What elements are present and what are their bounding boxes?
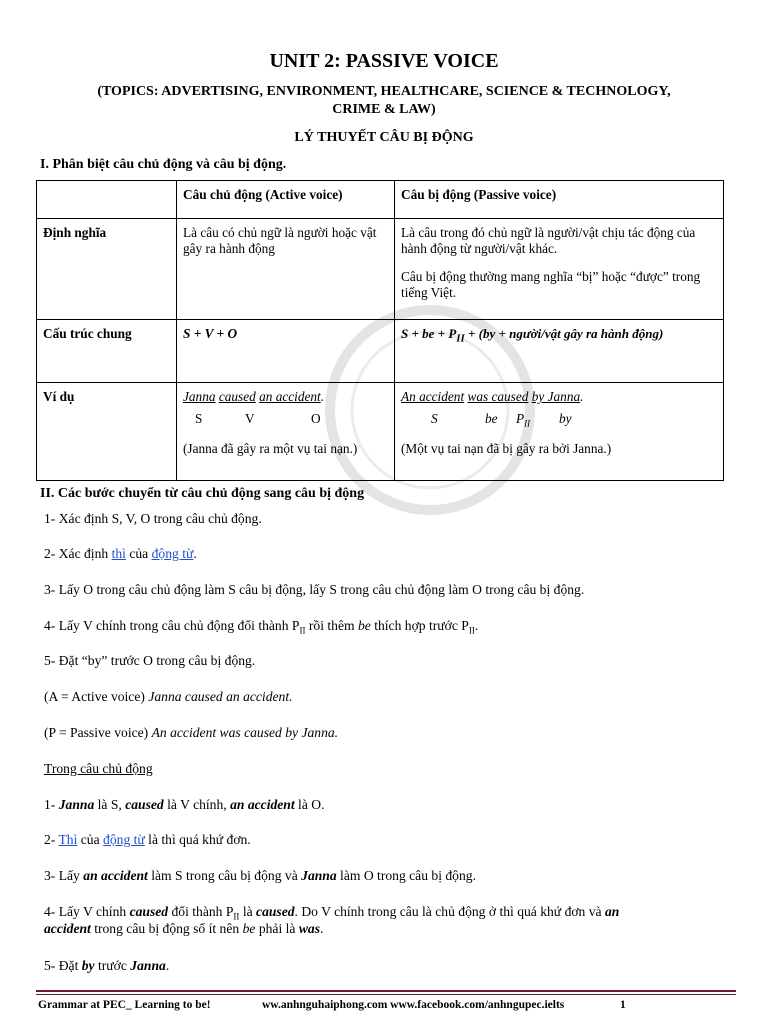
analysis-4-caused: caused xyxy=(129,904,169,919)
analysis-4-d: . Do V chính trong câu là chủ động ở thì quá khứ đơn và xyxy=(294,904,605,919)
analysis-3-janna: Janna xyxy=(301,868,337,883)
analysis-5 xyxy=(44,958,169,974)
analysis-3-c: làm O trong câu bị động. xyxy=(336,868,476,883)
example-passive-sentence xyxy=(401,389,717,405)
example-a-prefix: (A = Active voice) xyxy=(44,689,149,704)
page-title: UNIT 2: PASSIVE VOICE xyxy=(269,50,499,72)
example-passive-subject: An accident xyxy=(401,389,465,404)
analysis-4-was: was xyxy=(298,921,321,936)
footer-rule-thin xyxy=(36,994,736,995)
step-4 xyxy=(44,618,478,636)
step-4-be: be xyxy=(357,618,371,633)
analysis-2 xyxy=(44,832,251,848)
analysis-5-janna: Janna xyxy=(130,958,166,973)
structure-passive-b: + (by + người/vật gây ra hành động) xyxy=(464,326,664,341)
table-header-row xyxy=(37,181,724,219)
header-passive-cell: Câu bị động (Passive voice) xyxy=(395,181,724,219)
step-4-sub-1: II xyxy=(299,625,306,636)
analysis-3-b: làm S trong câu bị động và xyxy=(147,868,302,883)
example-active-dot: . xyxy=(320,389,325,404)
analysis-4-line-2 xyxy=(44,921,323,937)
analysis-5-b: trước xyxy=(94,958,131,973)
step-2-a: 2- Xác định xyxy=(44,546,112,561)
structure-label: Cấu trúc chung xyxy=(37,320,177,383)
active-subheading: Trong câu chủ động xyxy=(44,761,153,776)
analysis-1-c: là V chính, xyxy=(163,797,231,812)
example-passive xyxy=(395,383,724,481)
tag-s: S xyxy=(431,411,438,426)
example-label: Ví dụ xyxy=(37,383,177,481)
step-2-c: . xyxy=(193,546,197,561)
topics-line-2: CRIME & LAW) xyxy=(332,102,436,117)
link-thi-2[interactable]: Thì xyxy=(58,832,78,847)
example-active-sentence xyxy=(183,389,388,405)
analysis-1 xyxy=(44,797,324,813)
comparison-table xyxy=(36,180,724,481)
analysis-4-b: đổi thành P xyxy=(168,904,234,919)
example-a-sentence: Janna caused an accident. xyxy=(148,689,293,704)
tag-pii xyxy=(516,411,530,429)
link-dong-tu-2[interactable]: động từ xyxy=(103,832,145,847)
tag-p: P xyxy=(516,411,525,426)
definition-passive-1: Là câu trong đó chủ ngữ là người/vật chịu tác động của hành động từ người/vật khác. xyxy=(401,225,696,256)
structure-active: S + V + O xyxy=(177,320,395,383)
example-p-prefix: (P = Passive voice) xyxy=(44,725,152,740)
example-passive-agent: by Janna xyxy=(531,389,581,404)
example-active-object: an accident xyxy=(259,389,321,404)
analysis-4-line-1 xyxy=(44,904,619,922)
tag-by: by xyxy=(559,411,572,426)
tag-v: V xyxy=(245,411,255,426)
example-active-subject: Janna xyxy=(183,389,216,404)
example-active-translation: (Janna đã gây ra một vụ tai nạn.) xyxy=(183,441,358,456)
analysis-4-f: phải là xyxy=(255,921,299,936)
analysis-4-accident: accident xyxy=(44,921,91,936)
section-1-heading: I. Phân biệt câu chủ động và câu bị động. xyxy=(40,157,287,172)
analysis-3-accident: an accident xyxy=(83,868,148,883)
example-passive-line xyxy=(44,725,338,741)
definition-row xyxy=(37,219,724,320)
analysis-3-a: 3- Lấy xyxy=(44,868,84,883)
footer-left: Grammar at PEC_ Learning to be! xyxy=(38,999,211,1011)
structure-passive-a: S + be + P xyxy=(401,326,457,341)
example-passive-tags xyxy=(401,411,717,433)
example-active xyxy=(177,383,395,481)
tag-be: be xyxy=(485,411,498,426)
analysis-5-by: by xyxy=(81,958,95,973)
example-active-line xyxy=(44,689,293,705)
analysis-2-c: là thì quá khứ đơn. xyxy=(144,832,251,847)
analysis-4-an: an xyxy=(605,904,620,919)
tag-o: O xyxy=(311,411,321,426)
step-2 xyxy=(44,546,197,562)
step-4-a: 4- Lấy V chính trong câu chủ động đổi thành P xyxy=(44,618,300,633)
footer-websites: ww.anhnguhaiphong.com www.facebook.com/anhngupec.ielts xyxy=(262,999,565,1011)
section-2-heading: II. Các bước chuyển từ câu chủ động sang câu bị động xyxy=(40,486,365,501)
definition-passive xyxy=(395,219,724,320)
analysis-1-accident: an accident xyxy=(230,797,295,812)
example-passive-dot: . xyxy=(580,389,584,404)
analysis-3 xyxy=(44,868,476,884)
footer-page-number: 1 xyxy=(620,999,626,1011)
example-active-verb: caused xyxy=(218,389,256,404)
step-3: 3- Lấy O trong câu chủ động làm S câu bị động, lấy S trong câu chủ động làm O trong câu bị động. xyxy=(44,582,585,597)
header-active-cell: Câu chủ động (Active voice) xyxy=(177,181,395,219)
analysis-4-sub: II xyxy=(233,911,240,922)
analysis-4-a: 4- Lấy V chính xyxy=(44,904,130,919)
analysis-4-caused-2: caused xyxy=(256,904,295,919)
tag-s: S xyxy=(195,411,203,426)
analysis-2-a: 2- xyxy=(44,832,59,847)
analysis-1-janna: Janna xyxy=(58,797,95,812)
analysis-2-b: của xyxy=(77,832,104,847)
definition-label: Định nghĩa xyxy=(37,219,177,320)
header-empty-cell xyxy=(37,181,177,219)
step-4-d: . xyxy=(474,618,479,633)
topics-line-1: (TOPICS: ADVERTISING, ENVIRONMENT, HEALTHCARE, SCIENCE & TECHNOLOGY, xyxy=(97,84,671,99)
analysis-4-g: . xyxy=(320,921,324,936)
step-4-b: rồi thêm xyxy=(305,618,358,633)
example-row xyxy=(37,383,724,481)
analysis-1-b: là S, xyxy=(94,797,126,812)
analysis-4-e: trong câu bị động số ít nên xyxy=(90,921,243,936)
analysis-4-be: be xyxy=(242,921,256,936)
step-4-c: thích hợp trước P xyxy=(370,618,469,633)
analysis-1-d: là O. xyxy=(294,797,325,812)
example-passive-translation: (Một vụ tai nạn đã bị gây ra bởi Janna.) xyxy=(401,441,612,456)
structure-row xyxy=(37,320,724,383)
footer-rule xyxy=(36,990,736,992)
example-passive-verb: was caused xyxy=(467,389,529,404)
example-active-tags xyxy=(183,411,388,433)
step-5: 5- Đặt “by” trước O trong câu bị động. xyxy=(44,653,256,668)
analysis-5-a: 5- Đặt xyxy=(44,958,82,973)
structure-passive xyxy=(395,320,724,383)
example-p-sentence: An accident was caused by Janna. xyxy=(151,725,339,740)
analysis-1-caused: caused xyxy=(125,797,164,812)
step-4-sub-2: II xyxy=(468,625,475,636)
analysis-4-c: là xyxy=(239,904,257,919)
definition-active: Là câu có chủ ngữ là người hoặc vật gây ra hành động xyxy=(177,219,395,320)
structure-passive-sub: II xyxy=(456,332,465,345)
link-thi[interactable]: thì xyxy=(111,546,126,561)
analysis-5-c: . xyxy=(165,958,170,973)
link-dong-tu[interactable]: động từ xyxy=(151,546,194,561)
definition-passive-2: Câu bị động thường mang nghĩa “bị” hoặc “được” trong tiếng Việt. xyxy=(401,269,701,300)
step-1: 1- Xác định S, V, O trong câu chủ động. xyxy=(44,511,262,526)
theory-heading: LÝ THUYẾT CÂU BỊ ĐỘNG xyxy=(294,130,474,145)
analysis-1-a: 1- xyxy=(44,797,59,812)
tag-p-sub: II xyxy=(524,418,531,429)
step-2-b: của xyxy=(125,546,152,561)
